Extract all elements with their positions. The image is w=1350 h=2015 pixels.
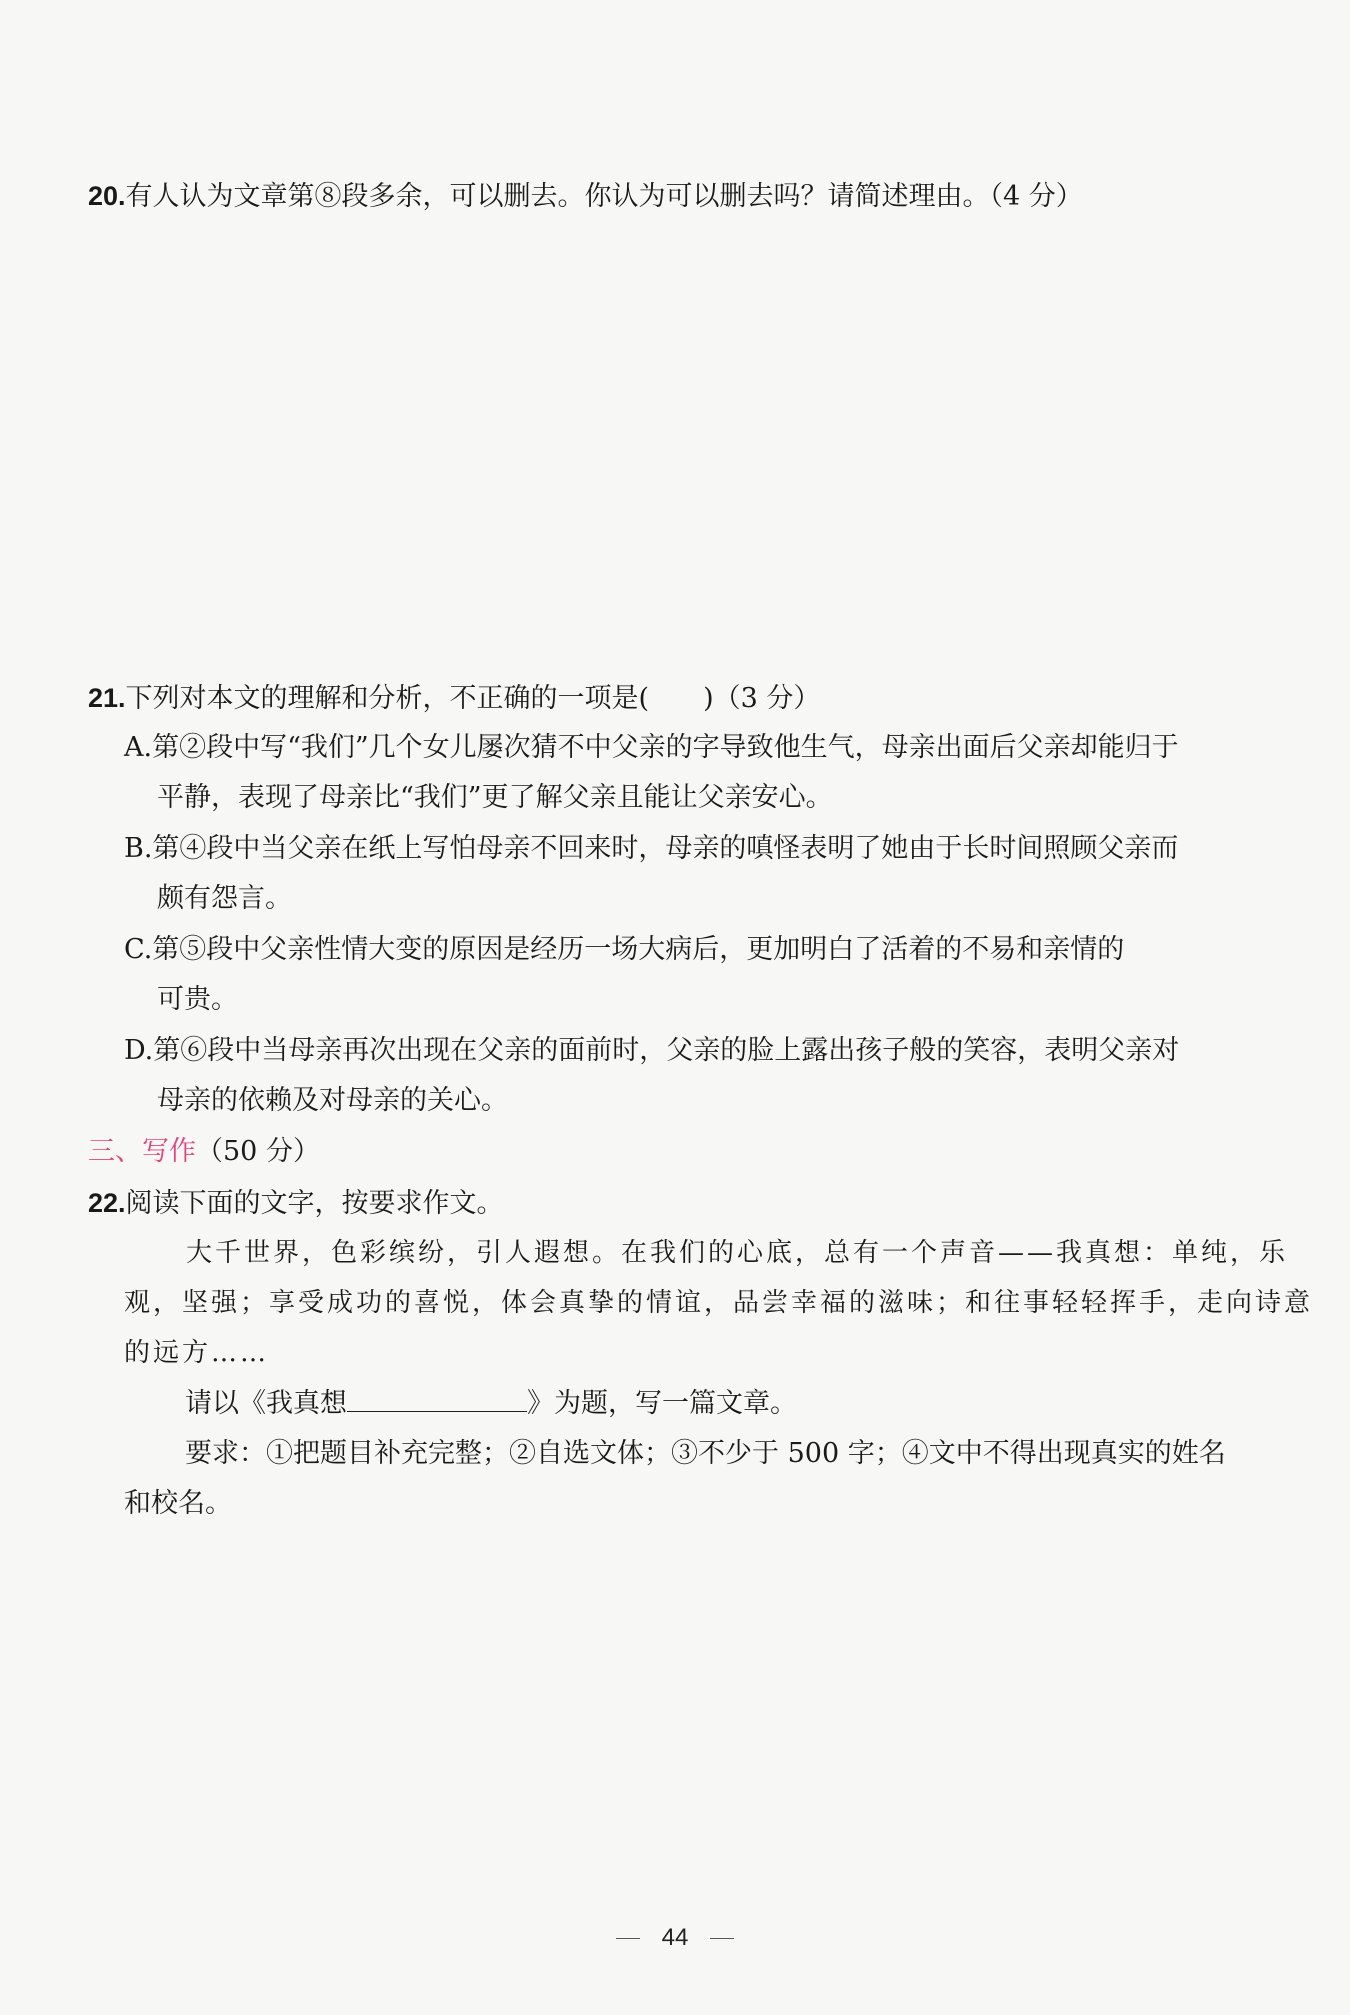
question-20-number: 20.: [88, 181, 126, 211]
option-b-line1: B.第④段中当父亲在纸上写怕母亲不回来时，母亲的嗔怪表明了她由于长时间照顾父亲而: [124, 833, 1179, 864]
question-22-text: 阅读下面的文字，按要求作文。: [125, 1188, 504, 1219]
essay-prompt: [185, 1383, 797, 1424]
passage-line-1: 大千世界，色彩缤纷，引人遐想。在我们的心底，总有一个声音——我真想：单纯，乐: [186, 1238, 1289, 1268]
section-writing-score: （50 分）: [196, 1136, 320, 1167]
option-d-line1: D.第⑥段中当母亲再次出现在父亲的面前时，父亲的脸上露出孩子般的笑容，表明父亲对: [124, 1035, 1180, 1066]
question-21: [88, 678, 1288, 719]
option-c-line2: 可贵。: [157, 984, 238, 1015]
question-22: [88, 1183, 1288, 1224]
page-number: 44: [661, 1924, 689, 1951]
question-21-text: 下列对本文的理解和分析，不正确的一项是( )（3 分）: [125, 683, 821, 714]
passage-line-2: 观，坚强；享受成功的喜悦，体会真挚的情谊，品尝幸福的滋味；和往事轻轻挥手，走向诗意: [124, 1288, 1314, 1318]
title-blank: [347, 1383, 527, 1412]
question-20-text: 有人认为文章第⑧段多余，可以删去。你认为可以删去吗？请简述理由。（4 分）: [125, 181, 1083, 212]
footer-dash-left: [616, 1938, 640, 1939]
option-c-line1: C.第⑤段中父亲性情大变的原因是经历一场大病后，更加明白了活着的不易和亲情的: [124, 934, 1125, 965]
section-writing-label: 三、写作: [88, 1136, 196, 1167]
question-22-number: 22.: [88, 1188, 126, 1218]
section-writing-title: [88, 1132, 320, 1172]
essay-prompt-after: 》为题，写一篇文章。: [527, 1388, 797, 1419]
question-21-number: 21.: [88, 683, 126, 713]
option-a-line1: A.第②段中写“我们”几个女儿屡次猜不中父亲的字导致他生气，母亲出面后父亲却能归于: [124, 732, 1179, 763]
option-a-line2: 平静，表现了母亲比“我们”更了解父亲且能让父亲安心。: [157, 782, 833, 813]
question-20: [88, 176, 1288, 217]
requirements-line1: 要求：①把题目补充完整；②自选文体；③不少于 500 字；④文中不得出现真实的姓名: [185, 1438, 1226, 1469]
passage-line-3: 的远方……: [124, 1338, 270, 1368]
requirements-line2: 和校名。: [124, 1488, 232, 1519]
option-b-line2: 颇有怨言。: [157, 883, 292, 914]
option-d-line2: 母亲的依赖及对母亲的关心。: [157, 1085, 508, 1116]
footer-dash-right: [710, 1938, 734, 1939]
page-footer: [0, 1922, 1350, 1954]
essay-prompt-before: 请以《我真想: [185, 1388, 347, 1419]
